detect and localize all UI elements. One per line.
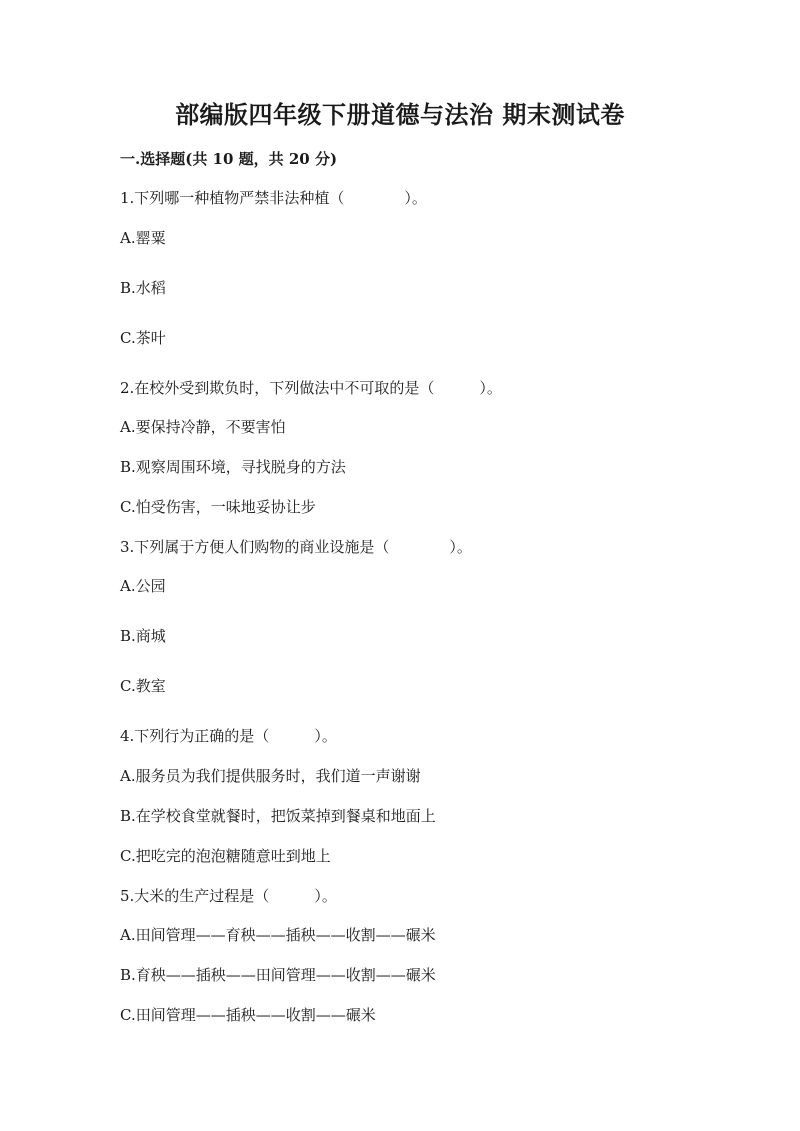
page-title: 部编版四年级下册道德与法治 期末测试卷 <box>175 100 625 129</box>
question-3-stem: 3.下列属于方便人们购物的商业设施是（ ）。 <box>120 538 472 556</box>
question-5-option-c: C.田间管理——插秧——收割——碾米 <box>120 1006 376 1024</box>
question-3-option-a: A.公园 <box>120 577 166 595</box>
question-4-option-c: C.把吃完的泡泡糖随意吐到地上 <box>120 847 331 865</box>
question-2-option-a: A.要保持冷静，不要害怕 <box>120 418 286 436</box>
question-2-option-b: B.观察周围环境，寻找脱身的方法 <box>120 458 346 476</box>
question-4-stem: 4.下列行为正确的是（ ）。 <box>120 727 337 745</box>
question-5-option-a: A.田间管理——育秧——插秧——收割——碾米 <box>120 926 436 944</box>
question-4-option-b: B.在学校食堂就餐时，把饭菜掉到餐桌和地面上 <box>120 807 436 825</box>
question-1-option-c: C.茶叶 <box>120 329 166 347</box>
question-1-option-a: A.罂粟 <box>120 229 166 247</box>
question-3-option-b: B.商城 <box>120 627 166 645</box>
question-5-option-b: B.育秧——插秧——田间管理——收割——碾米 <box>120 966 436 984</box>
question-4-option-a: A.服务员为我们提供服务时，我们道一声谢谢 <box>120 767 421 785</box>
section-heading: 一.选择题(共 10 题，共 20 分) <box>120 150 338 168</box>
question-5-stem: 5.大米的生产过程是（ ）。 <box>120 887 337 905</box>
question-1-option-b: B.水稻 <box>120 279 166 297</box>
question-2-stem: 2.在校外受到欺负时，下列做法中不可取的是（ ）。 <box>120 379 502 397</box>
question-1-stem: 1.下列哪一种植物严禁非法种植（ ）。 <box>120 189 427 207</box>
question-2-option-c: C.怕受伤害，一味地妥协让步 <box>120 498 316 516</box>
question-3-option-c: C.教室 <box>120 677 166 695</box>
